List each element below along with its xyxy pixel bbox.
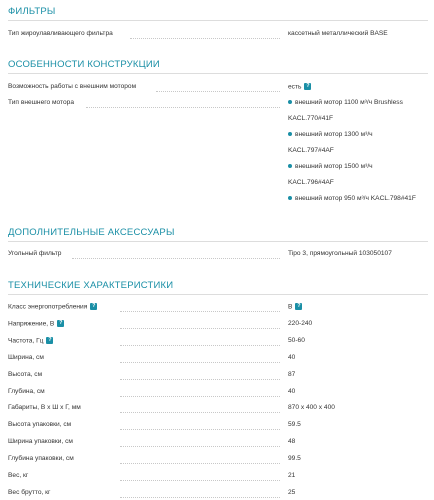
dotted-leader <box>120 412 280 413</box>
section-title-filters: ФИЛЬТРЫ <box>8 6 56 17</box>
dotted-leader <box>120 362 280 363</box>
spec-value: 48 <box>288 438 296 446</box>
section-title-accessories: ДОПОЛНИТЕЛЬНЫЕ АКСЕССУАРЫ <box>8 227 175 238</box>
spec-value: 21 <box>288 472 296 479</box>
dotted-leader <box>120 379 280 380</box>
help-icon[interactable]: ? <box>59 319 63 326</box>
section-divider <box>8 73 428 74</box>
dotted-leader <box>120 396 280 397</box>
motor-option[interactable]: внешний мотор 1100 м³/ч Brushless <box>288 99 403 106</box>
spec-label: Высота, см <box>8 370 43 378</box>
spec-value: 25 <box>288 488 296 496</box>
dotted-leader <box>120 328 280 329</box>
spec-label: Глубина упаковки, см <box>8 455 74 463</box>
motor-option[interactable]: внешний мотор 1300 м³/ч <box>288 131 373 138</box>
bullet-icon <box>288 132 292 136</box>
motor-option[interactable]: внешний мотор 1500 м³/ч <box>288 163 373 170</box>
dotted-leader <box>120 345 280 346</box>
section-title-construction: ОСОБЕННОСТИ КОНСТРУКЦИИ <box>8 59 160 70</box>
spec-label: Возможность работы с внешним мотором <box>8 83 137 90</box>
external-motor-value: есть <box>288 83 302 91</box>
motor-option-code: KACL.797#4AF <box>288 147 334 154</box>
spec-label: Угольный фильтр <box>8 250 62 257</box>
help-icon[interactable]: ? <box>92 303 96 309</box>
spec-label: Вес, кг <box>8 472 29 479</box>
dotted-leader <box>72 258 280 259</box>
spec-label: Тип жироулавливающего фильтра <box>8 30 113 37</box>
spec-value: 40 <box>288 387 296 395</box>
spec-value: 50-60 <box>288 336 305 344</box>
spec-value: Tipo 3, прямоугольный 103050107 <box>288 250 392 257</box>
spec-value: кассетный металлический BASE <box>288 30 388 37</box>
spec-value: 59.5 <box>288 421 301 429</box>
spec-value: 40 <box>288 353 296 361</box>
spec-label: Класс энергопотребления ? <box>8 303 96 311</box>
section-divider <box>8 241 428 242</box>
spec-label: Вес брутто, кг <box>8 488 51 496</box>
spec-value: 87 <box>288 370 296 378</box>
motor-option-code: KACL.796#4AF <box>288 179 334 186</box>
dotted-leader <box>120 429 280 430</box>
spec-label: Ширина, см <box>8 353 44 361</box>
bullet-icon <box>288 196 292 200</box>
spec-label: Частота, Гц ? <box>8 336 52 345</box>
spec-value: 870 x 400 x 400 <box>288 404 335 412</box>
section-divider <box>8 20 428 21</box>
spec-label: Габариты, В х Ш х Г, мм <box>8 404 81 412</box>
motor-option-code: KACL.770#41F <box>288 115 334 122</box>
bullet-icon <box>288 100 292 104</box>
dotted-leader <box>86 107 280 108</box>
spec-value: 220-240 <box>288 319 313 327</box>
dotted-leader <box>120 446 280 447</box>
help-icon[interactable]: ? <box>297 303 301 309</box>
spec-label: Ширина упаковки, см <box>8 438 73 446</box>
help-icon[interactable]: ? <box>306 83 310 89</box>
motor-option[interactable]: внешний мотор 950 м³/ч KACL.798#41F <box>288 195 416 202</box>
dotted-leader <box>120 497 280 498</box>
bullet-icon <box>288 164 292 168</box>
section-divider <box>8 294 428 295</box>
spec-value <box>288 83 311 90</box>
section-title-specs: ТЕХНИЧЕСКИЕ ХАРАКТЕРИСТИКИ <box>8 280 174 291</box>
spec-label: Напряжение, В ? <box>8 319 63 328</box>
spec-value: 99.5 <box>288 455 301 463</box>
help-icon[interactable]: ? <box>48 336 52 343</box>
dotted-leader <box>120 311 280 312</box>
spec-label: Глубина, см <box>8 387 45 395</box>
spec-label: Тип внешнего мотора <box>8 99 74 106</box>
spec-value: B ? <box>288 303 301 311</box>
spec-label: Высота упаковки, см <box>8 421 72 429</box>
dotted-leader <box>120 480 280 481</box>
dotted-leader <box>120 463 280 464</box>
dotted-leader <box>156 91 280 92</box>
dotted-leader <box>130 38 280 39</box>
